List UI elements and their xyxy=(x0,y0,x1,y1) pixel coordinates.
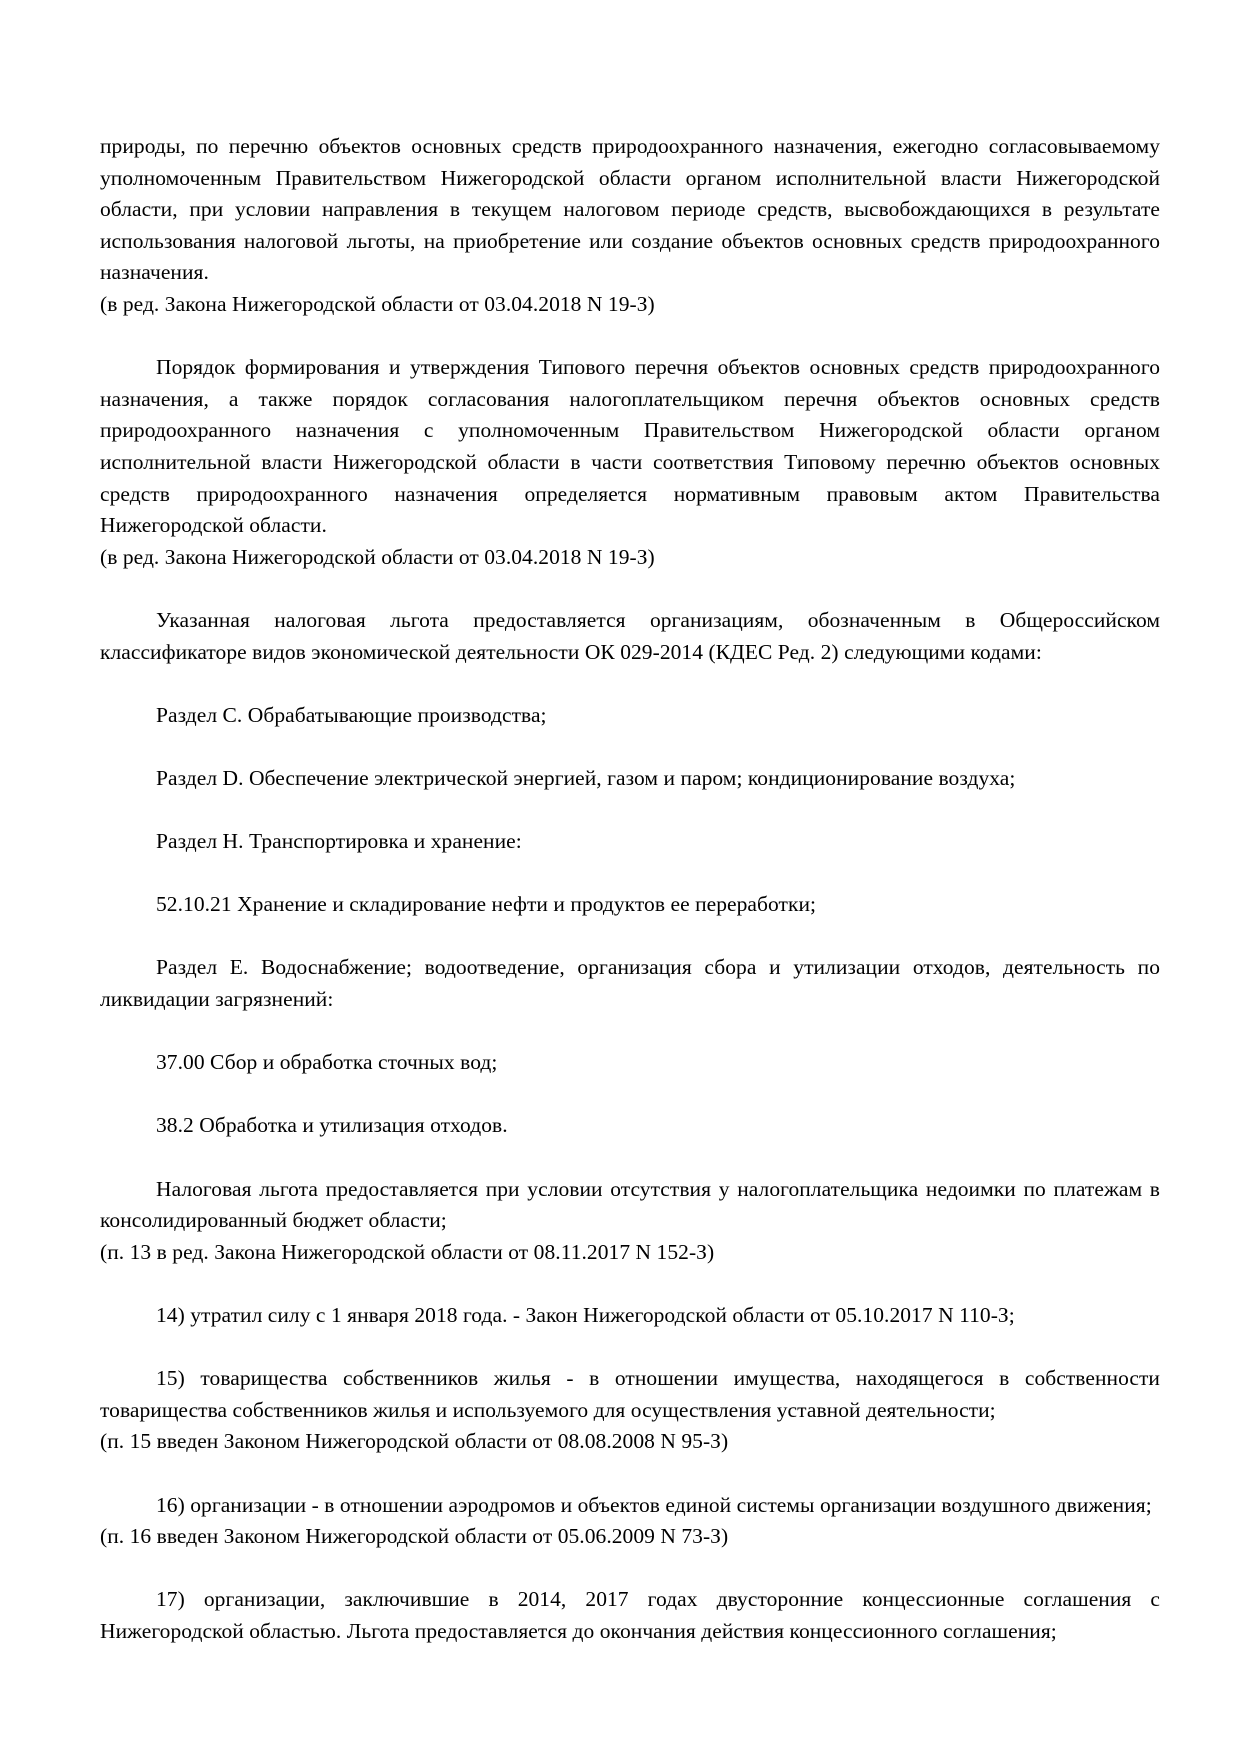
paragraph-spacer xyxy=(100,921,1160,953)
paragraph-spacer xyxy=(100,1458,1160,1490)
list-item-razdel-e: Раздел E. Водоснабжение; водоотведение, организация сбора и утилизации отходов, деятельность по ликвидации загрязнений: xyxy=(100,955,1160,1012)
paragraph-spacer xyxy=(100,1268,1160,1300)
list-item-17: 17) организации, заключившие в 2014, 2017 годах двусторонние концессионные соглашения с Нижегородской областью. Льгота предоставляется до окончания действия концессионного соглашения; xyxy=(100,1587,1160,1643)
paragraph-spacer xyxy=(100,794,1160,826)
paragraph-order-formation: Порядок формирования и утверждения Типового перечня объектов основных средств природоохранного назначения, а также порядок согласования налогоплательщиком перечня объектов основных средств природоохранного назначения с уполномоченным Правительством Нижегородской области органом исполнительной власти Нижегородской области в части соответствия Типовому перечню объектов основных средств природоохранного назначения определяется нормативным правовым актом Правительства Нижегородской области. xyxy=(100,355,1160,538)
list-item-razdel-h: Раздел H. Транспортировка и хранение: xyxy=(156,829,522,854)
paragraph-spacer xyxy=(100,573,1160,605)
amendment-note-p13: (п. 13 в ред. Закона Нижегородской области от 08.11.2017 N 152-З) xyxy=(100,1239,715,1264)
document-body xyxy=(100,131,1160,1648)
list-item-code-38-2: 38.2 Обработка и утилизация отходов. xyxy=(156,1113,508,1138)
paragraph-spacer xyxy=(100,1016,1160,1048)
paragraph-spacer xyxy=(100,321,1160,353)
amendment-note-19z-second: (в ред. Закона Нижегородской области от 03.04.2018 N 19-З) xyxy=(100,544,655,569)
list-item-16: 16) организации - в отношении аэродромов и объектов единой системы организации воздушного движения; xyxy=(156,1492,1152,1517)
list-item-14: 14) утратил силу с 1 января 2018 года. - Закон Нижегородской области от 05.10.2017 N 110-З; xyxy=(156,1302,1015,1327)
paragraph-spacer xyxy=(100,858,1160,890)
paragraph-spacer xyxy=(100,1079,1160,1111)
amendment-note-19z-first: (в ред. Закона Нижегородской области от 03.04.2018 N 19-З) xyxy=(100,291,655,316)
list-item-code-52-10-21: 52.10.21 Хранение и складирование нефти и продуктов ее переработки; xyxy=(156,892,817,917)
paragraph-spacer xyxy=(100,1142,1160,1174)
paragraph-spacer xyxy=(100,1332,1160,1364)
list-item-razdel-c: Раздел C. Обрабатывающие производства; xyxy=(156,702,547,727)
paragraph-specified-benefit: Указанная налоговая льгота предоставляется организациям, обозначенным в Общероссийском классификаторе видов экономической деятельности ОК 029-2014 (КДЕС Ред. 2) следующими кодами: xyxy=(100,607,1160,664)
paragraph-spacer xyxy=(100,1553,1160,1585)
list-item-razdel-d: Раздел D. Обеспечение электрической энергией, газом и паром; кондиционирование воздуха; xyxy=(156,765,1016,790)
paragraph-spacer xyxy=(100,731,1160,763)
list-item-15: 15) товарищества собственников жилья - в отношении имущества, находящегося в собственности товарищества собственников жилья и используемого для осуществления уставной деятельности; xyxy=(100,1366,1160,1422)
amendment-note-p16: (п. 16 введен Законом Нижегородской области от 05.06.2009 N 73-З) xyxy=(100,1524,729,1549)
paragraph-nature-continued: природы, по перечню объектов основных средств природоохранного назначения, ежегодно согласовываемому уполномоченным Правительством Нижегородской области органом исполнительной власти Нижегородской области, при условии направления в текущем налоговом периоде средств, высвобождающихся в результате использования налоговой льготы, на приобретение или создание объектов основных средств природоохранного назначения. xyxy=(100,134,1160,285)
list-item-code-37-00: 37.00 Сбор и обработка сточных вод; xyxy=(156,1050,498,1075)
amendment-note-p15: (п. 15 введен Законом Нижегородской области от 08.08.2008 N 95-З) xyxy=(100,1429,729,1454)
paragraph-benefit-condition: Налоговая льгота предоставляется при условии отсутствия у налогоплательщика недоимки по платежам в консолидированный бюджет области; xyxy=(100,1176,1160,1233)
paragraph-spacer xyxy=(100,668,1160,700)
